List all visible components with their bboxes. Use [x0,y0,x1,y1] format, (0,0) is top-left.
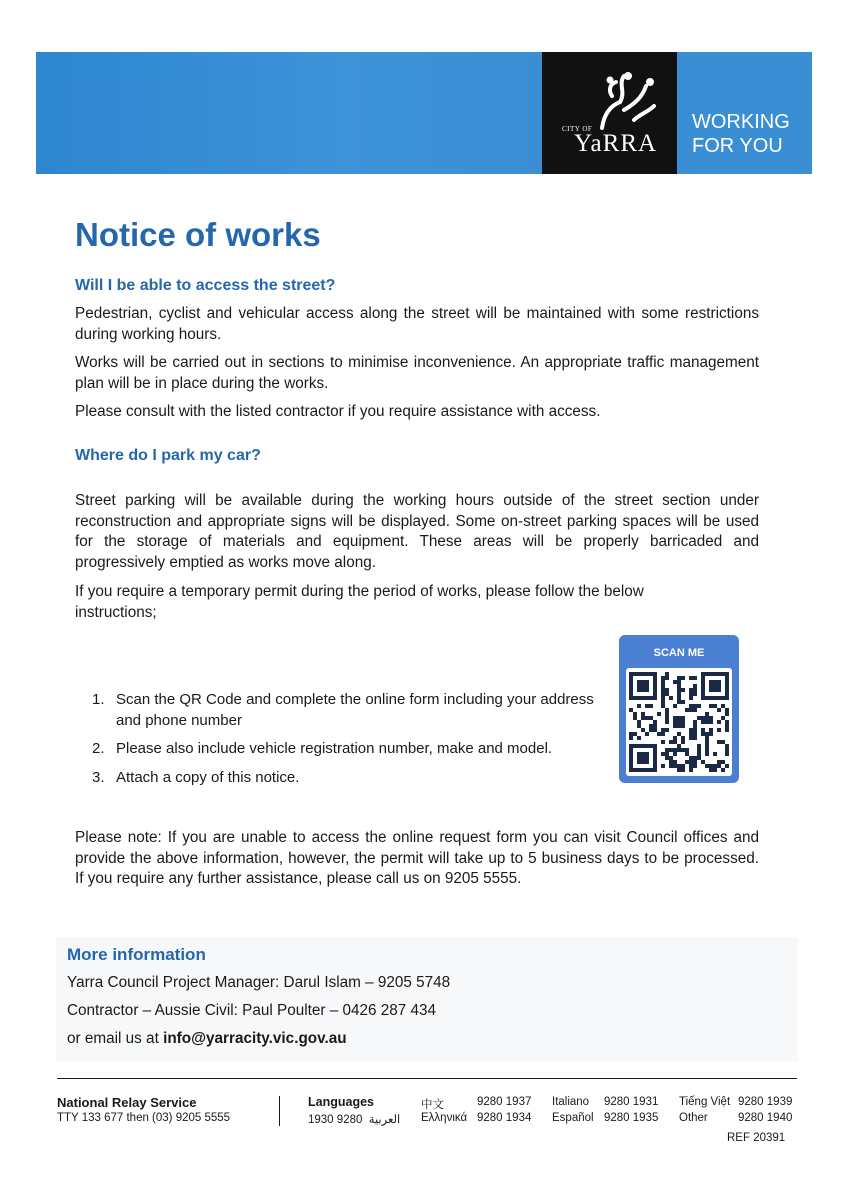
qr-code-icon [626,668,732,776]
step-text: Scan the QR Code and complete the online form including your address and phone number [116,691,594,729]
more-info-heading: More information [67,945,206,964]
access-paragraph-1: Pedestrian, cyclist and vehicular access along the street will be maintained with some restrictions during working hours. [75,305,759,343]
footer-separator [279,1096,280,1126]
header-banner [36,52,812,174]
vietnamese-number: 9280 1939 [738,1096,793,1108]
tagline-line2: FOR YOU [692,135,783,157]
logo-city-of: CITY OF [562,125,593,133]
greek-label: Ελληνικά [421,1112,468,1124]
chinese-number: 9280 1937 [477,1096,532,1108]
italian-label: Italiano [552,1096,590,1108]
contractor-line: Contractor – Aussie Civil: Paul Poulter – 0426 287 434 [67,1002,437,1019]
email-link[interactable]: info@yarracity.vic.gov.au [163,1030,347,1047]
access-heading: Will I be able to access the street? [75,277,336,294]
qr-code[interactable] [626,668,732,776]
parking-paragraph-2: If you require a temporary permit during the period of works, please follow the below instructions; [75,583,644,621]
list-item [92,768,602,789]
relay-service-title: National Relay Service [57,1095,197,1110]
banner-gradient [36,52,542,174]
step-number: 2. [92,740,105,757]
step-number: 3. [92,768,105,786]
logo-name: YaRRA [574,130,658,157]
arabic-label: العربية [368,1114,401,1126]
parking-paragraph-1: Street parking will be available during the working hours outside of the street section under reconstruction and appropriate signs will be displayed. Some on-street parking spaces will be used for the storage of materials and equipment. These areas will be properly barricaded and progressively emptied as works move along. [75,492,759,571]
please-note-paragraph: Please note: If you are unable to access the online request form you can visit Council offices and provide the above information, however, the permit will take up to 5 business days to be processed. If you require any further assistance, please call us on 9205 5555. [75,829,759,887]
vietnamese-label: Tiếng Việt [679,1096,731,1108]
footer-divider [57,1078,797,1079]
arabic-number: 9280 1930 [308,1114,363,1126]
italian-number: 9280 1931 [604,1096,659,1108]
other-label: Other [679,1112,708,1124]
list-item [92,739,602,760]
spanish-label: Español [552,1112,594,1124]
scan-me-label: SCAN ME [653,647,705,659]
reference-number: REF 20391 [727,1132,786,1144]
email-line [67,1030,347,1048]
steps-list [92,690,602,796]
languages-label: Languages [308,1095,374,1109]
access-paragraph-2: Works will be carried out in sections to minimise inconvenience. An appropriate traffic management plan will be in place during the works. [75,354,759,392]
chinese-label: 中文 [421,1099,444,1111]
step-text: Please also include vehicle registration number, make and model. [116,740,553,757]
other-number: 9280 1940 [738,1112,793,1124]
arabic-line [308,1112,400,1126]
spanish-number: 9280 1935 [604,1112,659,1124]
step-text: Attach a copy of this notice. [116,768,300,786]
city-logo [542,52,677,174]
project-manager-line: Yarra Council Project Manager: Darul Islam – 9205 5748 [67,974,451,991]
tagline-line1: WORKING [692,111,790,133]
parking-heading: Where do I park my car? [75,447,261,464]
tagline [692,110,790,158]
qr-card[interactable] [619,635,739,783]
list-item [92,690,602,731]
page-title: Notice of works [75,216,321,253]
greek-number: 9280 1934 [477,1112,532,1124]
relay-service-tty: TTY 133 677 then (03) 9205 5555 [57,1112,231,1124]
access-paragraph-3: Please consult with the listed contractor if you require assistance with access. [75,403,601,420]
step-number: 1. [92,691,105,708]
logo-figures-icon [590,70,660,134]
email-prefix: or email us at [67,1030,164,1047]
